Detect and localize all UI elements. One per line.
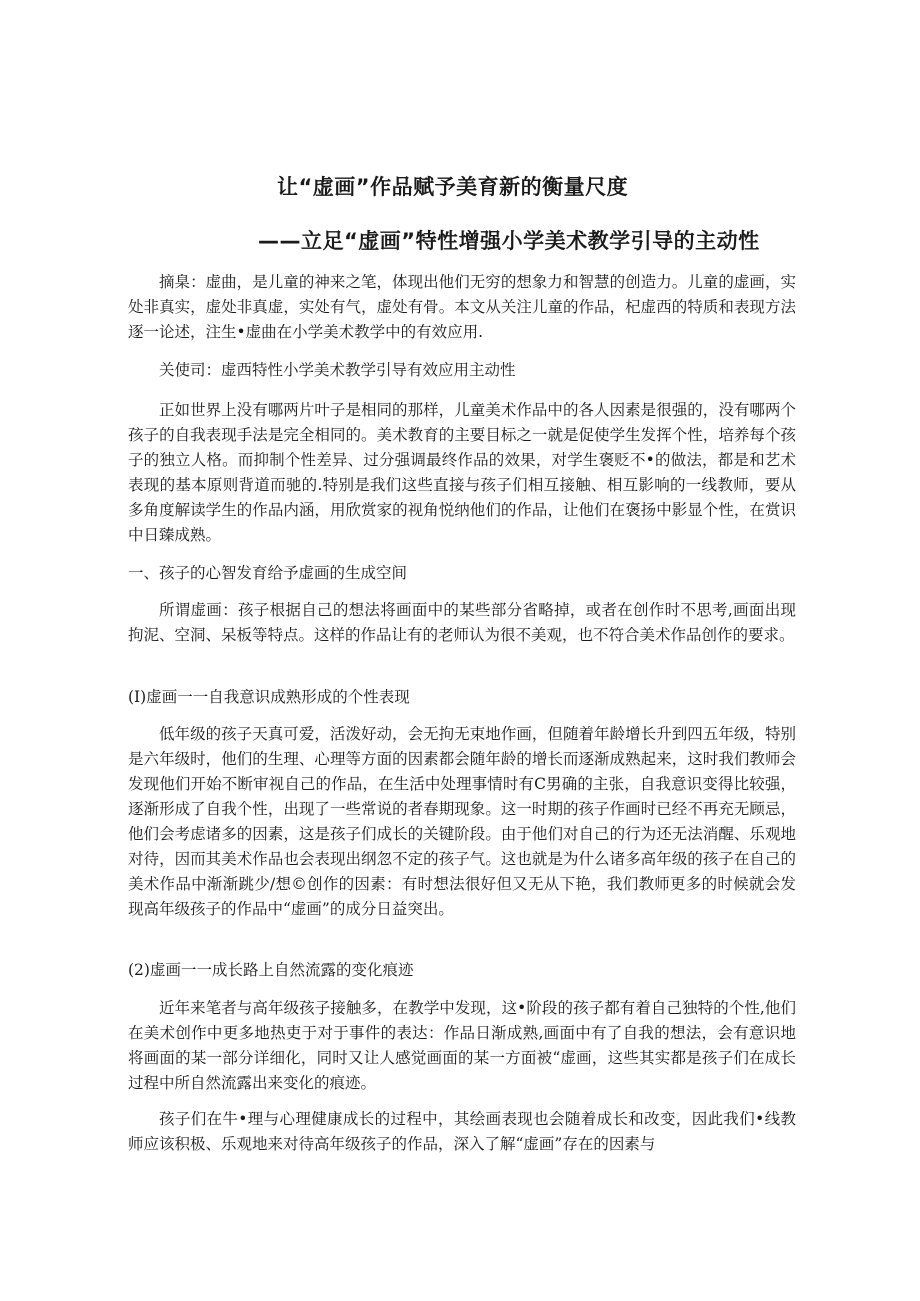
keywords-line: 关使司：虚西特性小学美术教学引导有效应用主动性 xyxy=(159,361,516,379)
section-1-paragraph: 所谓虚画：孩子根据自己的想法将画面中的某些部分省略掉，或者在创作时不思考,画面出现拘泥、空洞、呆板等特点。这样的作品让有的老师认为很不美观，也不符合美术作品创作的要求。 xyxy=(128,601,796,644)
subsection-2-heading: (2)虚画一一成长路上自然流露的变化痕迹 xyxy=(128,961,414,979)
closing-paragraph: 孩子们在牛•理与心理健康成长的过程中，其绘画表现也会随着成长和改变，因此我们•线教师应该积极、乐观地来对待高年级孩子的作品，深入了解“虚画”存在的因素与 xyxy=(128,1110,796,1153)
section-1-heading: 一、孩子的心智发育给予虚画的生成空间 xyxy=(128,564,408,582)
subsection-2-paragraph: 近年来笔者与高年级孩子接触多，在教学中发现，这•阶段的孩子都有着自己独特的个性,他们在美术创作中更多地热吏于对于事件的表达：作品日渐成熟,画面中有了自我的想法，会有意识地将画面的某一部分详细化，同时又让人感觉画面的某一方面被“虚画，这些其实都是孩子们在成长过程中所自然流露出来变化的痕迹。 xyxy=(128,999,796,1092)
abstract-paragraph: 摘臬：虚曲，是儿童的神来之笔，体现出他们无穷的想象力和智慧的创造力。儿童的虚画，实处非真实，虚处非真虚，实处有气，虚处有骨。本文从关注儿童的作品，杞虚西的特质和表现方法逐一论述，注生•虚曲在小学美术教学中的有效应用. xyxy=(128,273,796,341)
subsection-1-paragraph: 低年级的孩子天真可爱，活泼好动，会无拘无束地作画，但随着年龄增长升到四五年级，特别是六年级时，他们的生理、心理等方面的因素都会随年龄的增长而逐渐成熟起来，这时我们教师会发现他们开始不断审视自己的作品，在生活中处理事情时有C男确的主张，自我意识变得比较强，逐渐形成了自我个性，出现了一些常说的者春期现象。这一时期的孩子作画时已经不再充无顾忌，他们会考虑诸多的因素，这是孩子们成长的关键阶段。由于他们对自己的行为还无法消醒、乐观地对待，因而其美术作品也会表现出纲忽不定的孩子气。这也就是为什么诸多高年级的孩子在自己的美术作品中渐渐跳少/想©创作的因素：有时想法很好但又无从下艳，我们教师更多的时候就会发现高年级孩子的作品中“虚画”的成分日益突出。 xyxy=(128,725,796,918)
intro-paragraph: 正如世界上没有哪两片叶子是相同的那样，儿童美术作品中的各人因素是很强的，没有哪两个孩子的自我表现手法是完全相同的。美术教育的主要目标之一就是促使学生发挥个性，培养每个孩子的独立人格。而抑制个性差异、过分强调最终作品的效果，对学生褒贬不•的做法，都是和艺术表现的基本原则背道而驰的.特别是我们这些直接与孩子们相互接触、相互影响的一线教师，要从多角度解读学生的作品内涵，用欣赏家的视角悦纳他们的作品，让他们在褒扬中影显个性，在赏识中日臻成熟。 xyxy=(128,401,796,544)
document-subtitle: ——立足“虚画”特性增强小学美术教学引导的主动性 xyxy=(258,229,760,253)
subsection-1-heading: (I)虚画一一自我意识成熟形成的个性表现 xyxy=(128,688,410,706)
document-title: 让“虚画”作品赋予美育新的衡量尺度 xyxy=(277,175,629,199)
